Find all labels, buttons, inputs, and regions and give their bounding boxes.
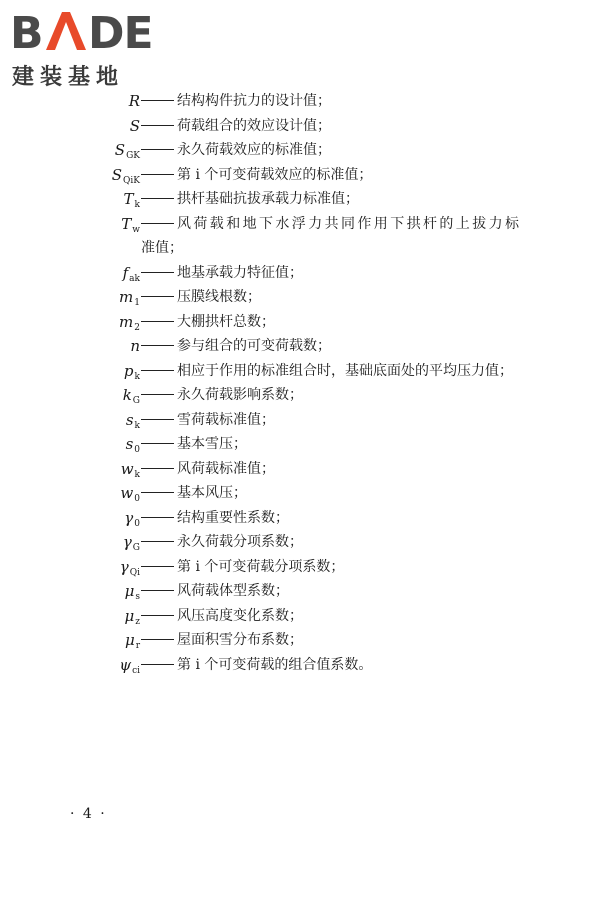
symbol-letter: S (114, 141, 126, 159)
symbol-letter: μ (124, 606, 135, 625)
symbol-description: 结构重要性系数； (177, 509, 289, 526)
symbol-entry (0, 530, 600, 555)
symbol-description: 结构构件抗力的设计值； (177, 93, 331, 109)
symbol-letter: p (123, 361, 134, 380)
em-dash-separator (141, 541, 174, 542)
page-number: · 4 · (70, 806, 107, 822)
symbol-description: 风荷载标准值； (177, 460, 275, 477)
symbol-letter: S (111, 165, 123, 184)
symbol-subscript: k (134, 371, 140, 382)
symbol-letter: s (125, 435, 134, 453)
em-dash-separator (141, 149, 174, 150)
symbol-description: 永久荷载分项系数； (177, 534, 303, 550)
symbol-entry (0, 432, 600, 457)
em-dash-separator (141, 615, 174, 616)
symbol-description-continuation: 准值； (141, 240, 183, 256)
symbol-description: 永久荷载效应的标准值； (177, 142, 331, 158)
symbol-entry (0, 138, 600, 163)
em-dash-separator (141, 198, 174, 199)
em-dash-separator (141, 394, 174, 395)
symbol-subscript: ci (132, 665, 140, 676)
symbol-entry (0, 187, 600, 212)
symbol-entry (0, 359, 600, 384)
symbol-description: 参与组合的可变荷载数； (177, 338, 331, 354)
symbol-entry (0, 604, 600, 629)
em-dash-separator (141, 492, 174, 493)
symbol-entry (0, 628, 600, 653)
symbol-description: 风荷载和地下水浮力共同作用下拱杆的上拔力标 (177, 215, 522, 232)
logo-tagline: 建装基地 (12, 65, 125, 90)
symbol-letter: ψ (119, 655, 132, 674)
em-dash-separator (141, 272, 174, 273)
em-dash-separator (141, 517, 174, 518)
svg-text:DE: DE (88, 8, 153, 54)
symbol-entry (0, 114, 600, 139)
symbol-description: 永久荷载影响系数； (177, 387, 303, 403)
symbol (119, 653, 140, 683)
symbol-subscript: Qi (129, 567, 140, 578)
symbol-letter: T (121, 214, 132, 233)
symbol (129, 89, 140, 113)
symbol-subscript: r (135, 641, 140, 651)
em-dash-separator (141, 443, 174, 444)
em-dash-separator (141, 468, 174, 469)
symbol-description: 屋面积雪分布系数； (177, 632, 303, 648)
symbol-description: 大棚拱杆总数； (177, 313, 275, 330)
symbol-subscript: ak (129, 273, 140, 284)
symbol-description: 雪荷载标准值； (177, 411, 275, 428)
em-dash-separator (141, 370, 174, 371)
symbol-letter: m (119, 288, 134, 306)
em-dash-separator (141, 223, 174, 224)
symbol-subscript: k (134, 420, 140, 431)
symbol-subscript: 0 (134, 518, 140, 529)
em-dash-separator (141, 345, 174, 346)
symbol-entry (0, 457, 600, 482)
symbol-description: 压膜线根数； (177, 289, 261, 305)
symbol (130, 334, 140, 358)
em-dash-separator (141, 419, 174, 420)
symbol-description: 风压高度变化系数； (177, 607, 303, 624)
symbol-letter: T (123, 190, 134, 208)
symbol-list (0, 89, 600, 677)
symbol-description: 风荷载体型系数； (177, 583, 289, 599)
symbol-letter: μ (124, 582, 135, 600)
symbol-subscript: 0 (134, 494, 140, 504)
symbol-description: 地基承载力特征值； (177, 264, 303, 281)
brand-logo (10, 8, 175, 91)
symbol-description: 基本风压； (177, 485, 247, 501)
symbol-description: 第 i 个可变荷载分项系数； (177, 558, 345, 575)
em-dash-separator (141, 174, 174, 175)
em-dash-separator (141, 100, 174, 101)
symbol-subscript: G (132, 396, 140, 406)
em-dash-separator (141, 296, 174, 297)
symbol-description: 拱杆基础抗拔承载力标准值； (177, 191, 359, 207)
symbol-entry (0, 261, 600, 286)
symbol-entry (0, 506, 600, 531)
symbol-subscript: G (132, 543, 140, 553)
em-dash-separator (141, 125, 174, 126)
symbol-subscript: 0 (134, 445, 140, 455)
symbol-subscript: 1 (134, 298, 140, 308)
symbol-description: 第 i 个可变荷载的组合值系数。 (177, 656, 373, 673)
em-dash-separator (141, 639, 174, 640)
symbol-subscript: s (135, 592, 140, 602)
symbol-entry (0, 408, 600, 433)
symbol-letter: k (122, 386, 132, 404)
bade-logo-mark (10, 8, 175, 54)
symbol-entry (0, 310, 600, 335)
symbol-entry (0, 555, 600, 580)
symbol-letter: γ (119, 557, 129, 576)
symbol-letter: w (120, 484, 134, 502)
symbol-letter: γ (122, 533, 132, 551)
symbol-description: 基本雪压； (177, 436, 247, 452)
symbol-letter: S (129, 116, 140, 135)
symbol-subscript: QiK (123, 175, 140, 186)
symbol-subscript: k (134, 469, 140, 480)
symbol-letter: μ (124, 631, 135, 649)
svg-text:B: B (10, 8, 43, 54)
symbol-description: 相应于作用的标准组合时，基础底面处的平均压力值； (177, 362, 513, 379)
symbol-entry (0, 212, 600, 261)
em-dash-separator (141, 664, 174, 665)
symbol-letter: s (125, 410, 134, 429)
symbol-letter: f (122, 263, 129, 282)
symbol-entry (0, 481, 600, 506)
symbol-subscript: k (134, 200, 140, 210)
symbol-entry (0, 579, 600, 604)
symbol-subscript: z (135, 616, 140, 627)
symbol (130, 114, 140, 138)
symbol-letter: γ (124, 508, 134, 527)
symbol-description: 荷载组合的效应设计值； (177, 117, 331, 134)
symbol (121, 212, 140, 242)
symbol-letter: n (130, 337, 140, 355)
symbol-entry (0, 163, 600, 188)
symbol-letter: w (120, 459, 134, 478)
symbol-entry (0, 334, 600, 359)
symbol-entry (0, 89, 600, 114)
em-dash-separator (141, 566, 174, 567)
symbol-subscript: w (132, 224, 140, 235)
em-dash-separator (141, 321, 174, 322)
symbol-letter: R (128, 92, 140, 110)
symbol-subscript: GK (126, 151, 140, 161)
symbol-entry (0, 383, 600, 408)
symbol-description: 第 i 个可变荷载效应的标准值； (177, 166, 373, 183)
symbol-entry (0, 653, 600, 678)
symbol-letter: m (119, 312, 134, 331)
symbol-subscript: 2 (134, 322, 140, 333)
em-dash-separator (141, 590, 174, 591)
symbol-entry (0, 285, 600, 310)
